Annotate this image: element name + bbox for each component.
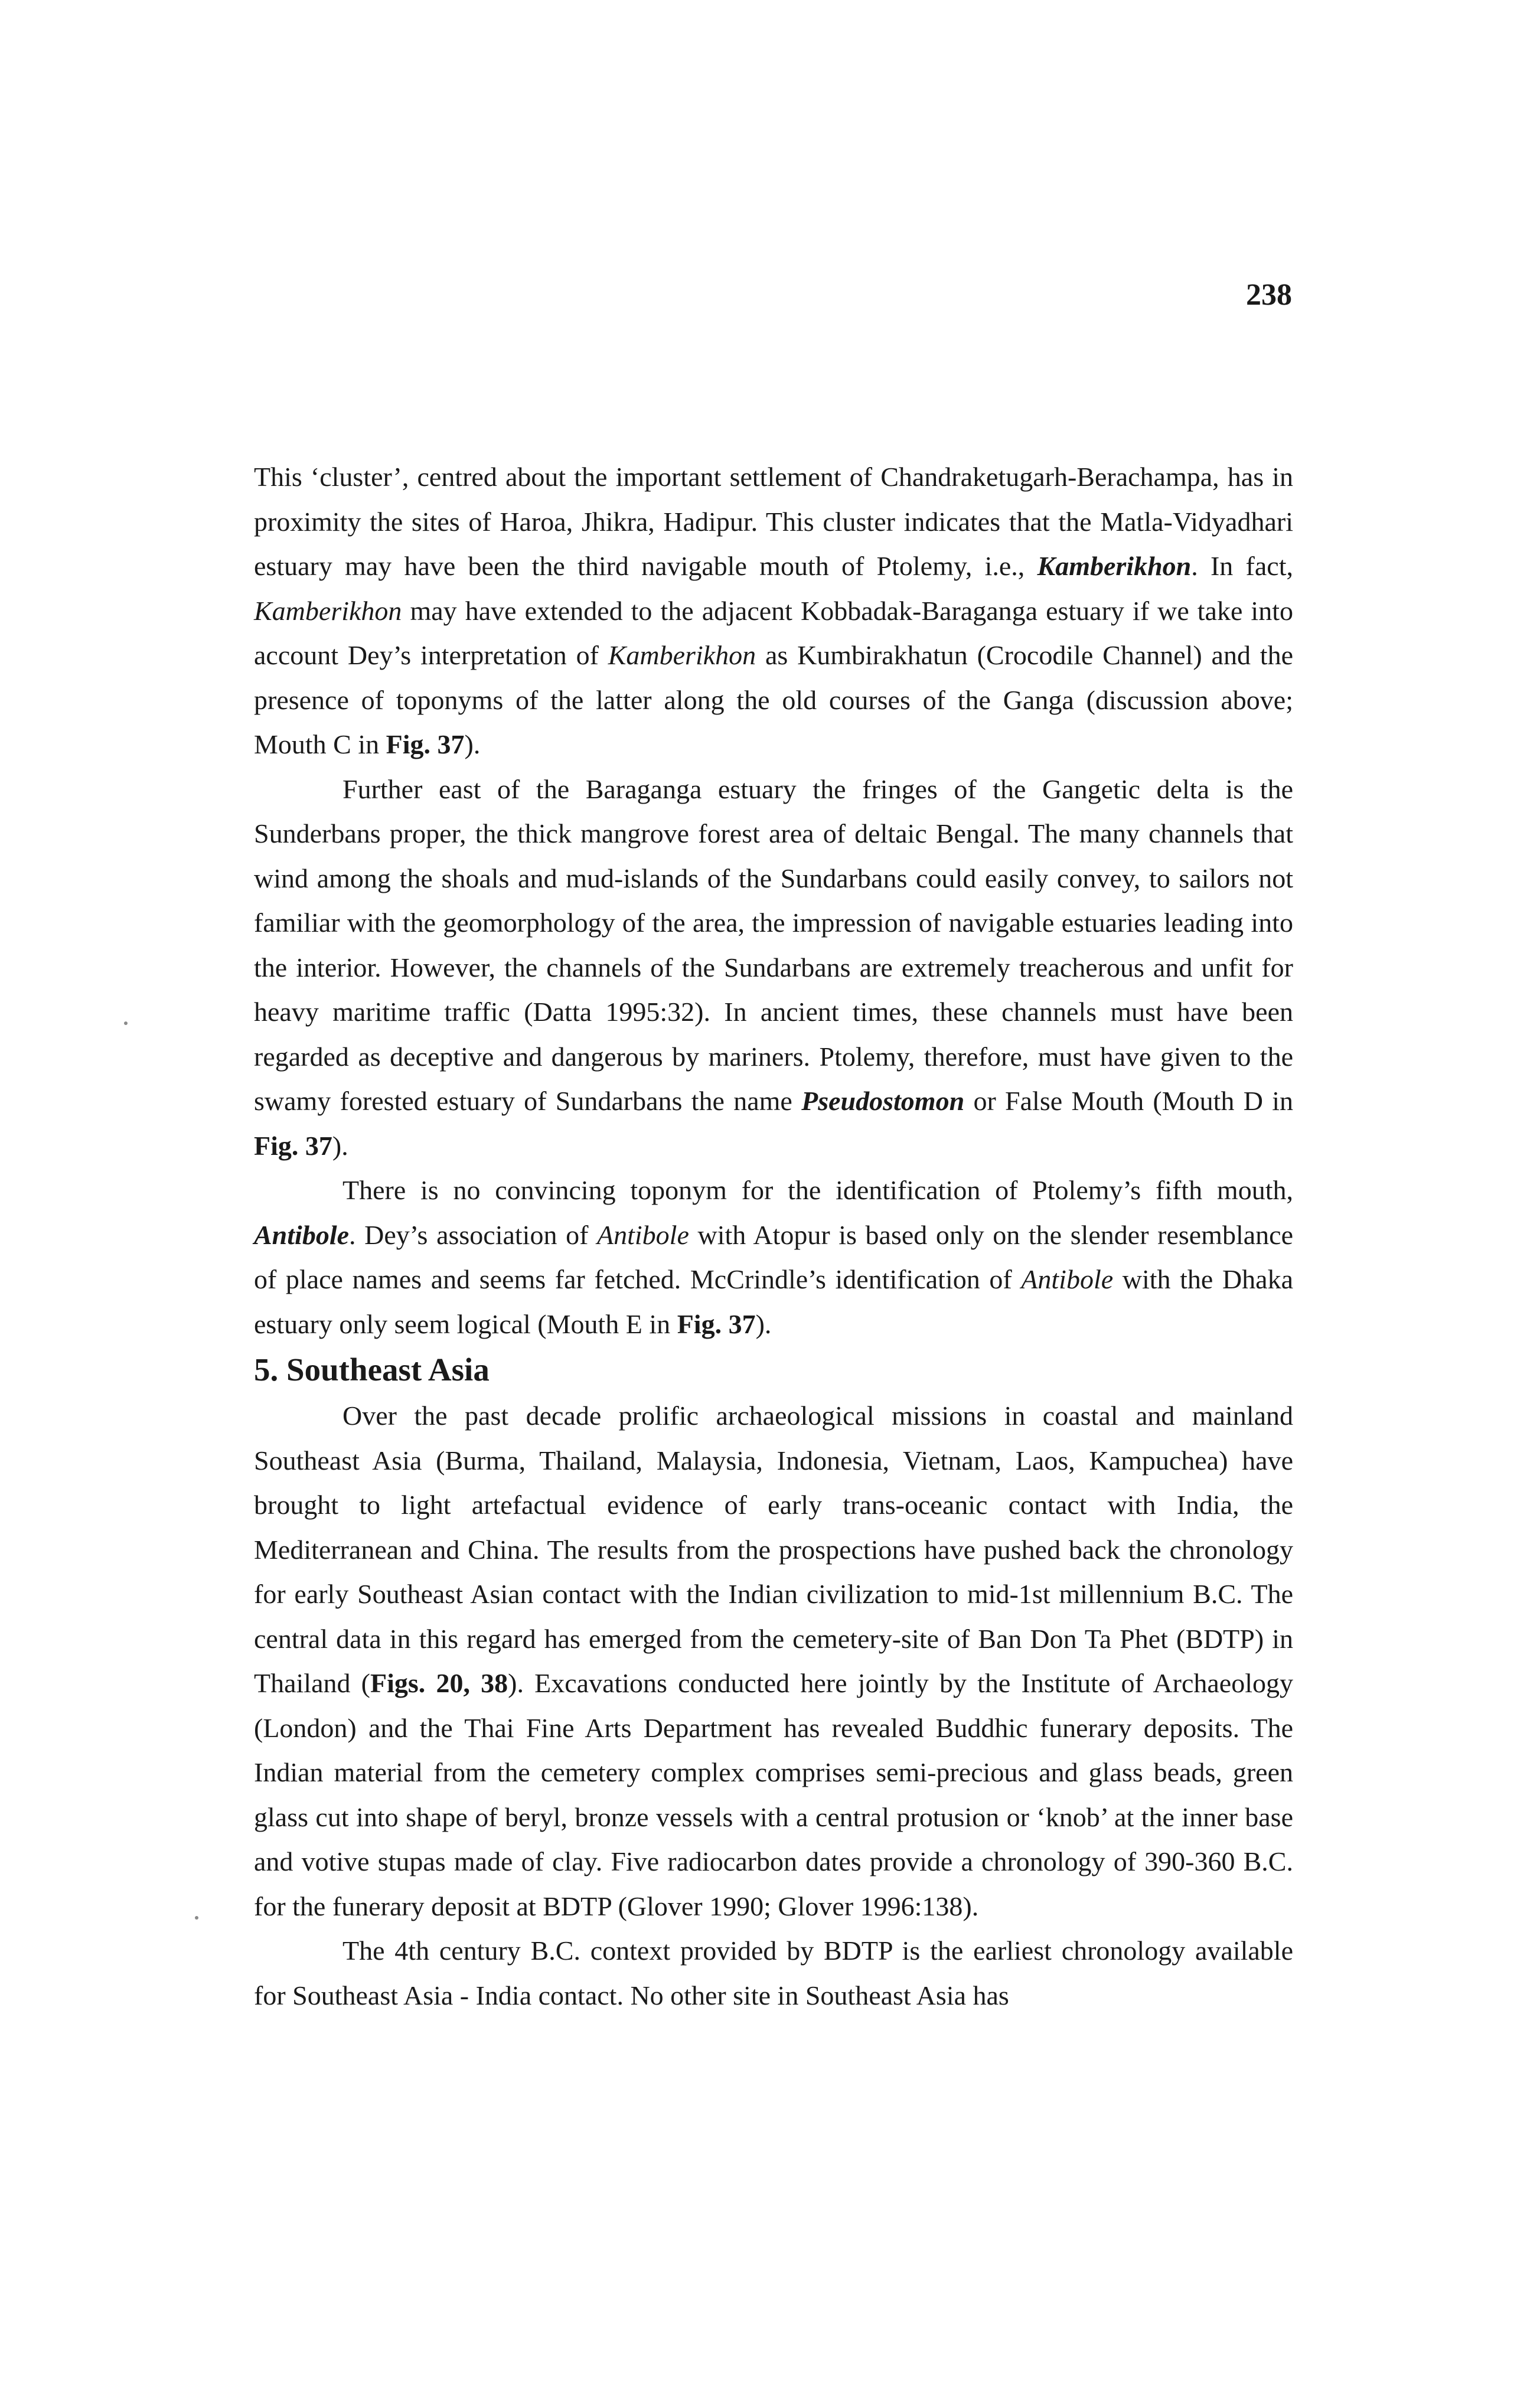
text-run: may have extended to the adjacent Kobbadak-Baraganga estuary if we take into account Dey’s interpretation of bbox=[254, 595, 1293, 670]
emphasis-run: Antibole bbox=[1021, 1264, 1114, 1294]
body-text bbox=[254, 455, 1293, 2018]
text-run: as Kumbirakhatun (Crocodile Channel) and the presence of toponyms of the latter along the old courses of the Ganga (discussion above; Mouth C in bbox=[254, 640, 1293, 759]
scan-speck bbox=[195, 1916, 198, 1920]
text-run: Further east of the Baraganga estuary the fringes of the Gangetic delta is the Sunderbans proper, the thick mangrove forest area of deltaic Bengal. The many channels that wind among the shoals and mud-islands of the Sundarbans could easily convey, to sailors not familiar with the geomorphology of the area, the impression of navigable estuaries leading into the interior. However, the channels of the Sundarbans are extremely treacherous and unfit for heavy maritime traffic (Datta 1995:32). In ancient times, these channels must have been regarded as deceptive and dangerous by mariners. Ptolemy, therefore, must have given to the swamy forested estuary of Sundarbans the name bbox=[254, 773, 1293, 1116]
scan-speck bbox=[124, 1021, 128, 1025]
text-run: ). bbox=[332, 1130, 348, 1161]
emphasis-run: Pseudostomon bbox=[801, 1086, 965, 1116]
text-run: or False Mouth (Mouth D in bbox=[964, 1086, 1293, 1116]
text-run: Over the past decade prolific archaeological missions in coastal and mainland Southeast Asia (Burma, Thailand, Malaysia, Indonesia, Vietnam, Laos, Kampuchea) have brought to light artefactual evidence of early trans-oceanic contact with India, the Mediterranean and China. The results from the prospections have pushed back the chronology for early Southeast Asian contact with the Indian civilization to mid-1st millennium B.C. The central data in this regard has emerged from the cemetery-site of Ban Don Ta Phet (BDTP) in Thailand ( bbox=[254, 1401, 1293, 1698]
emphasis-run: Antibole bbox=[597, 1219, 689, 1250]
text-run: ). bbox=[755, 1308, 772, 1339]
text-run: ). bbox=[464, 729, 481, 759]
paragraph bbox=[254, 455, 1293, 767]
paragraph bbox=[254, 1928, 1293, 2018]
emphasis-run: Antibole bbox=[254, 1219, 350, 1250]
paragraph bbox=[254, 767, 1293, 1169]
text-run: . In fact, bbox=[1191, 551, 1293, 581]
emphasis-run: Fig. 37 bbox=[386, 729, 465, 759]
emphasis-run: Fig. 37 bbox=[254, 1130, 332, 1161]
page-number: 238 bbox=[1246, 278, 1292, 312]
text-run: ). Excavations conducted here jointly by the Institute of Archaeology (London) and the Thai Fine Arts Department has revealed Buddhic funerary deposits. The Indian material from the cemetery complex comprises semi-precious and glass beads, green glass cut into shape of beryl, bronze vessels with a central protusion or ‘knob’ at the inner base and votive stupas made of clay. Five radiocarbon dates provide a chronology of 390-360 B.C. for the funerary deposit at BDTP (Glover 1990; Glover 1996:138). bbox=[254, 1668, 1293, 1921]
emphasis-run: Figs. 20, 38 bbox=[370, 1668, 508, 1698]
text-run: with Atopur is based only on the slender resemblance of place names and seems far fetched. McCrindle’s identification of bbox=[254, 1219, 1293, 1294]
emphasis-run: Fig. 37 bbox=[677, 1308, 756, 1339]
text-run: The 4th century B.C. context provided by BDTP is the earliest chronology available for Southeast Asia - India contact. No other site in Southeast Asia has bbox=[254, 1935, 1293, 2010]
emphasis-run: Kamberikhon bbox=[1037, 551, 1192, 581]
text-run: This ‘cluster’, centred about the important settlement of Chandraketugarh-Berachampa, has in proximity the sites of Haroa, Jhikra, Hadipur. This cluster indicates that the Matla-Vidyadhari estuary may have been the third navigable mouth of Ptolemy, i.e., bbox=[254, 462, 1293, 581]
emphasis-run: Kamberikhon bbox=[608, 640, 756, 670]
text-run: 5. Southeast Asia bbox=[254, 1352, 490, 1388]
text-run: with the Dhaka estuary only seem logical (Mouth E in bbox=[254, 1264, 1294, 1339]
text-run: . Dey’s association of bbox=[349, 1219, 597, 1250]
section-heading bbox=[254, 1346, 1293, 1393]
emphasis-run: Kamberikhon bbox=[254, 595, 402, 626]
text-run: There is no convincing toponym for the identification of Ptolemy’s fifth mouth, bbox=[342, 1175, 1293, 1205]
paragraph bbox=[254, 1168, 1293, 1346]
paragraph bbox=[254, 1393, 1293, 1928]
